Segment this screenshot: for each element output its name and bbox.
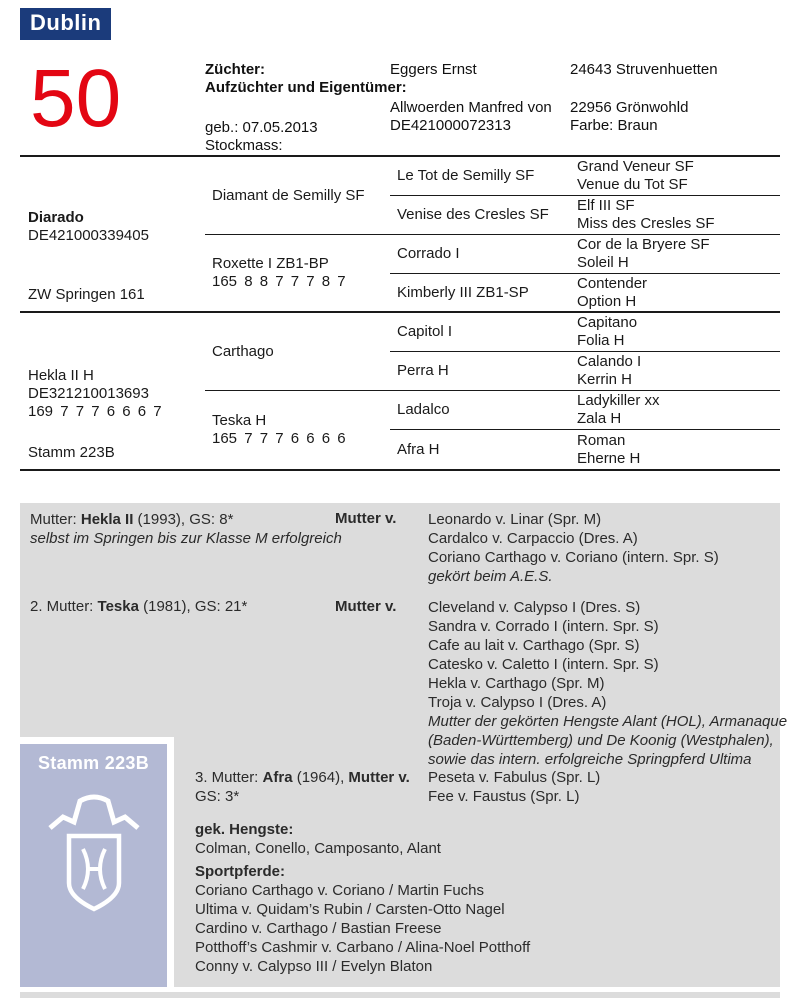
ancestor-name: Roman bbox=[577, 431, 626, 449]
ancestor-name: Capitol I bbox=[397, 323, 453, 340]
mother2-mutter-v-label: Mutter v. bbox=[335, 598, 397, 615]
pedigree-cell bbox=[390, 157, 570, 196]
offspring-note: sowie das intern. erfolgreiche Springpferd Ultima bbox=[428, 751, 752, 768]
sport-horse-line: Ultima v. Quidam’s Rubin / Carsten-Otto Nagel bbox=[195, 901, 505, 918]
ancestor-index: 165 8 8 7 7 7 8 7 bbox=[212, 273, 346, 290]
owner-reg-number: DE421000072313 bbox=[390, 117, 511, 134]
pedigree-table bbox=[20, 155, 780, 471]
ancestor-name: Kimberly III ZB1-SP bbox=[397, 283, 529, 301]
label-aufzuechter: Aufzüchter und Eigentümer: bbox=[205, 79, 407, 96]
mother2-name: Teska bbox=[97, 598, 139, 615]
next-section-divider bbox=[20, 992, 780, 998]
ancestor-name: Folia H bbox=[577, 332, 625, 349]
ancestor-name: Miss des Cresles SF bbox=[577, 215, 715, 232]
subject-reg: DE421000339405 bbox=[28, 227, 149, 244]
pedigree-cell bbox=[205, 157, 390, 235]
mother2-offspring-list bbox=[428, 598, 787, 769]
pedigree-cell bbox=[390, 196, 570, 235]
offspring-line: Cafe au lait v. Carthago (Spr. S) bbox=[428, 637, 640, 654]
pedigree-cell bbox=[570, 274, 780, 313]
offspring-line: Cleveland v. Calypso I (Dres. S) bbox=[428, 599, 641, 616]
catalog-number: 50 bbox=[30, 53, 122, 144]
ancestor-name: Option H bbox=[577, 292, 637, 310]
subject-name: Diarado bbox=[28, 209, 84, 226]
sport-horses-block bbox=[195, 862, 530, 976]
ancestor-name: Zala H bbox=[577, 410, 622, 427]
offspring-line: Catesko v. Caletto I (intern. Spr. S) bbox=[428, 656, 659, 673]
ancestor-name: Grand Veneur SF bbox=[577, 158, 694, 175]
pedigree-subject-cell bbox=[20, 157, 205, 313]
mother3-mid: (1964), bbox=[292, 769, 349, 786]
owner-place: 22956 Grönwohld bbox=[570, 99, 689, 116]
pedigree-cell bbox=[570, 313, 780, 352]
licensed-stallions-label: gek. Hengste: bbox=[195, 821, 294, 838]
ancestor-name: Corrado I bbox=[397, 245, 460, 262]
licensed-stallions-block bbox=[195, 820, 441, 858]
offspring-line: Coriano Carthago v. Coriano (intern. Spr. S) bbox=[428, 549, 719, 566]
mother1-mutter-v-label: Mutter v. bbox=[335, 510, 397, 527]
dam-reg: DE321210013693 bbox=[28, 385, 149, 402]
offspring-note: gekört beim A.E.S. bbox=[428, 568, 553, 585]
pedigree-cell bbox=[570, 196, 780, 235]
pedigree-dam-cell bbox=[20, 313, 205, 469]
pedigree-cell bbox=[570, 157, 780, 196]
ancestor-name: Diamant de Semilly SF bbox=[212, 186, 365, 204]
mother1-note: selbst im Springen bis zur Klasse M erfolgreich bbox=[30, 530, 342, 547]
offspring-note: Mutter der gekörten Hengste Alant (HOL), Armanaque bbox=[428, 713, 788, 730]
pedigree-cell bbox=[205, 391, 390, 469]
sport-horses-label: Sportpferde: bbox=[195, 863, 285, 880]
ancestor-name: Contender bbox=[577, 274, 648, 292]
stamm-badge-title: Stamm 223B bbox=[37, 753, 150, 773]
subject-zw: ZW Springen 161 bbox=[28, 286, 145, 303]
offspring-line: Cardalco v. Carpaccio (Dres. A) bbox=[428, 530, 638, 547]
mother3-name: Afra bbox=[262, 769, 293, 786]
offspring-line: Peseta v. Fabulus (Spr. L) bbox=[428, 769, 601, 786]
ancestor-name: Venise des Cresles SF bbox=[397, 206, 549, 223]
pedigree-cell bbox=[205, 313, 390, 391]
mother1-name: Hekla II bbox=[80, 511, 134, 528]
mother1-heading bbox=[30, 510, 342, 548]
offspring-line: Leonardo v. Linar (Spr. M) bbox=[428, 511, 602, 528]
mother2-heading bbox=[30, 598, 247, 615]
stamm-badge bbox=[20, 737, 174, 987]
pedigree-cell bbox=[390, 352, 570, 391]
pedigree-cell bbox=[390, 313, 570, 352]
ancestor-name: Perra H bbox=[397, 362, 449, 379]
sport-horse-line: Coriano Carthago v. Coriano / Martin Fuchs bbox=[195, 882, 485, 899]
mother1-suffix: (1993), GS: 8* bbox=[133, 511, 234, 528]
ancestor-index: 165 7 7 7 6 6 6 6 bbox=[212, 430, 346, 447]
ancestor-name: Ladykiller xx bbox=[577, 392, 660, 409]
pedigree-cell bbox=[390, 274, 570, 313]
dam-index: 169 7 7 7 6 6 6 7 bbox=[28, 403, 162, 420]
dam-stamm: Stamm 223B bbox=[28, 444, 115, 461]
offspring-note: (Baden-Württemberg) und De Koonig (Westphalen), bbox=[428, 732, 774, 749]
ancestor-name: Afra H bbox=[397, 440, 440, 458]
dam-line-section bbox=[20, 503, 788, 987]
sport-horse-line: Cardino v. Carthago / Bastian Freese bbox=[195, 920, 442, 937]
pedigree-cell bbox=[390, 235, 570, 274]
mother1-prefix: Mutter: bbox=[30, 511, 81, 528]
pedigree-cell bbox=[570, 235, 780, 274]
ancestor-name: Soleil H bbox=[577, 254, 629, 271]
mother3-prefix: 3. Mutter: bbox=[195, 769, 263, 786]
ancestor-name: Cor de la Bryere SF bbox=[577, 236, 710, 253]
ancestor-name: Le Tot de Semilly SF bbox=[397, 167, 535, 184]
mother3-mutter-v-label: Mutter v. bbox=[348, 769, 410, 786]
offspring-line: Troja v. Calypso I (Dres. A) bbox=[428, 694, 607, 711]
sport-horse-line: Conny v. Calypso III / Evelyn Blaton bbox=[195, 958, 433, 975]
ancestor-name: Capitano bbox=[577, 314, 638, 331]
pedigree-cell bbox=[205, 235, 390, 313]
mother3-gs: GS: 3* bbox=[195, 788, 240, 805]
pedigree-cell bbox=[390, 430, 570, 469]
ancestor-name: Kerrin H bbox=[577, 371, 633, 388]
breeder-place: 24643 Struvenhuetten bbox=[570, 61, 718, 78]
holsteiner-shield-icon bbox=[42, 790, 146, 922]
mother1-offspring-list bbox=[428, 510, 719, 586]
pedigree-cell bbox=[570, 352, 780, 391]
breeder-name: Eggers Ernst bbox=[390, 61, 477, 78]
offspring-line: Sandra v. Corrado I (intern. Spr. S) bbox=[428, 618, 659, 635]
label-stockmass: Stockmass: bbox=[205, 137, 283, 154]
pedigree-cell bbox=[570, 391, 780, 430]
ancestor-name: Roxette I ZB1-BP bbox=[212, 255, 329, 272]
horse-color: Farbe: Braun bbox=[570, 117, 658, 134]
pedigree-cell bbox=[390, 391, 570, 430]
offspring-line: Fee v. Faustus (Spr. L) bbox=[428, 788, 580, 805]
sport-horse-line: Potthoff’s Cashmir v. Carbano / Alina-Noel Potthoff bbox=[195, 939, 531, 956]
ancestor-name: Calando I bbox=[577, 353, 642, 370]
ancestor-name: Venue du Tot SF bbox=[577, 176, 688, 193]
birth-date: geb.: 07.05.2013 bbox=[205, 119, 318, 136]
label-zuechter: Züchter: bbox=[205, 61, 265, 78]
ancestor-name: Carthago bbox=[212, 342, 274, 360]
pedigree-cell bbox=[570, 430, 780, 469]
offspring-line: Hekla v. Carthago (Spr. M) bbox=[428, 675, 605, 692]
ancestor-name: Elf III SF bbox=[577, 197, 635, 214]
horse-name-badge: Dublin bbox=[20, 8, 111, 40]
mother2-suffix: (1981), GS: 21* bbox=[138, 598, 248, 615]
mother3-heading bbox=[195, 768, 410, 806]
ancestor-name: Eherne H bbox=[577, 449, 641, 467]
ancestor-name: Ladalco bbox=[397, 401, 450, 418]
licensed-stallions-value: Colman, Conello, Camposanto, Alant bbox=[195, 840, 441, 857]
dam-name: Hekla II H bbox=[28, 367, 94, 384]
mother2-prefix: 2. Mutter: bbox=[30, 598, 98, 615]
mother3-offspring-list bbox=[428, 768, 600, 806]
owner-name: Allwoerden Manfred von bbox=[390, 99, 552, 116]
ancestor-name: Teska H bbox=[212, 412, 267, 429]
